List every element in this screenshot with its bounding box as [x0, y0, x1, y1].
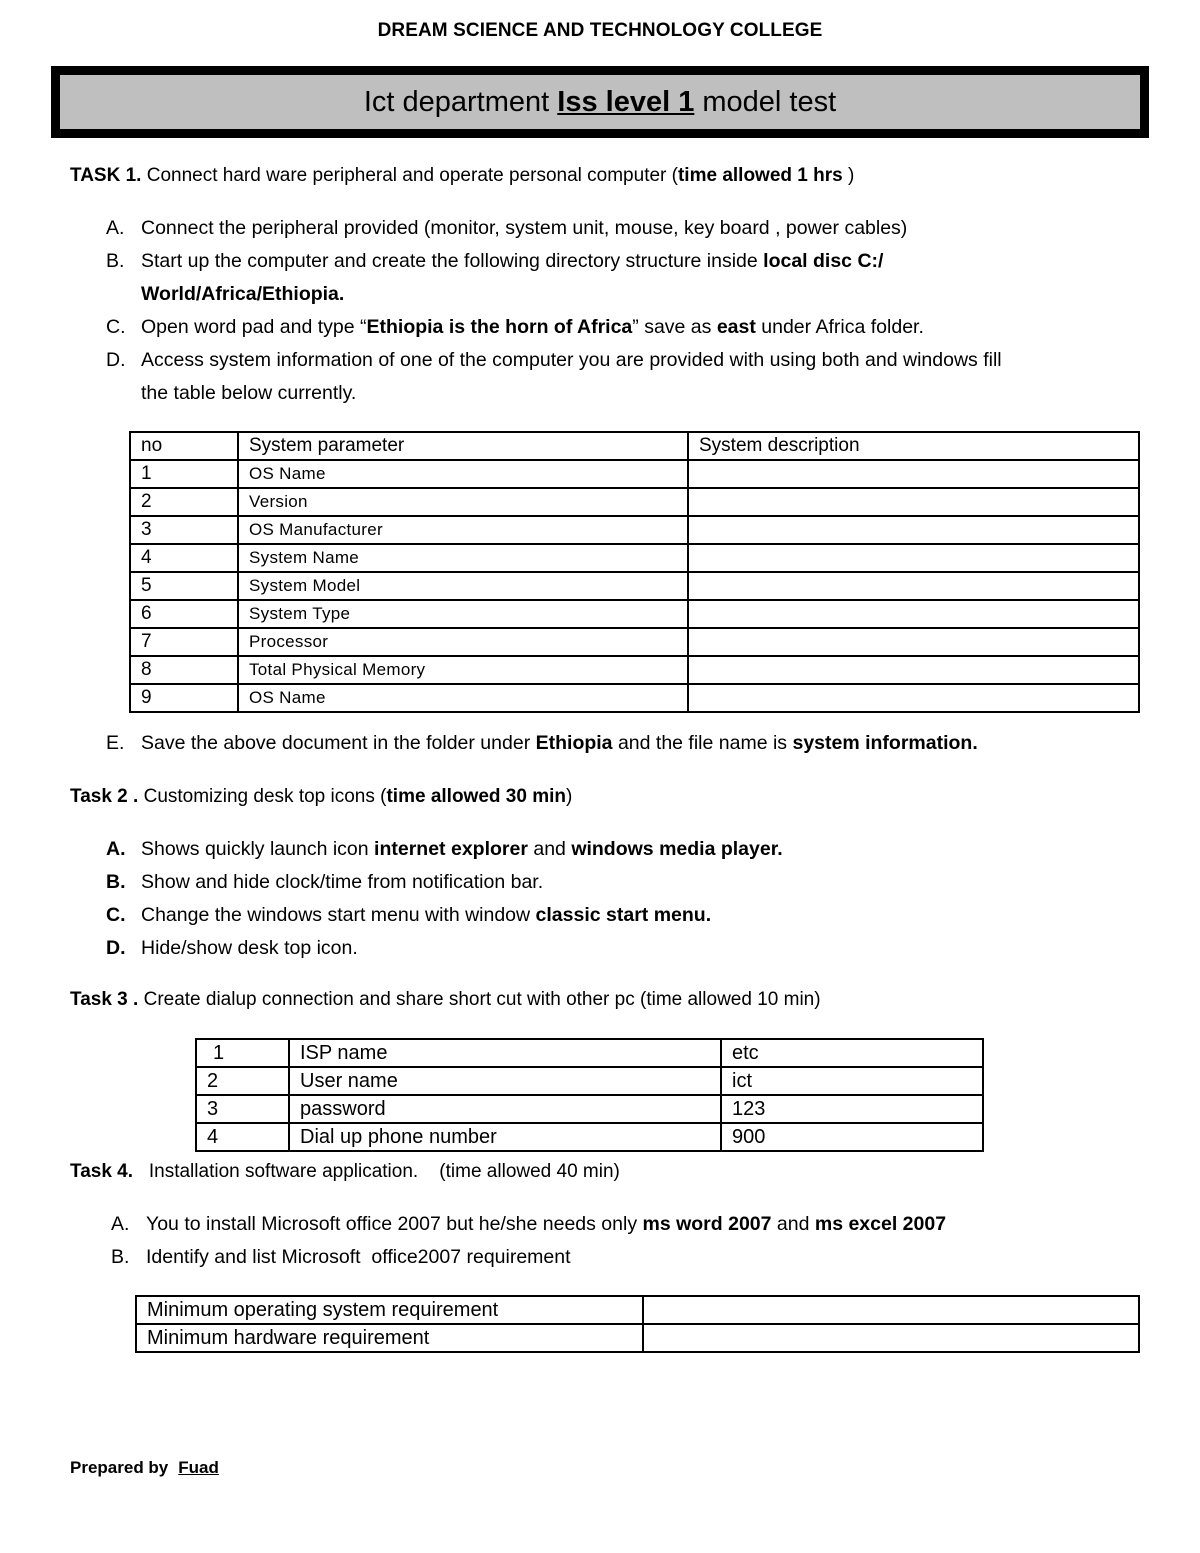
task1-heading: TASK 1. Connect hard ware peripheral and operate personal computer (time allowed 1 hrs ): [70, 165, 855, 186]
table-row: 2 Version: [130, 488, 1139, 516]
table-row: 6 System Type: [130, 600, 1139, 628]
table-row: 1 OS Name: [130, 460, 1139, 488]
task2-item-d: D. Hide/show desk top icon.: [106, 937, 358, 959]
prepared-by: Prepared by Fuad: [70, 1458, 219, 1477]
table-row: 5 System Model: [130, 572, 1139, 600]
task4-item-a: A. You to install Microsoft office 2007 but he/she needs only ms word 2007 and ms excel 2007: [111, 1213, 947, 1235]
table-row: 2 User name ict: [196, 1067, 983, 1095]
requirements-table: [135, 1295, 1140, 1353]
header-system-parameter: System parameter: [238, 432, 688, 460]
header-system-description: System description: [688, 432, 1139, 460]
table-row: 3 OS Manufacturer: [130, 516, 1139, 544]
task2-item-a: A. Shows quickly launch icon internet explorer and windows media player.: [106, 838, 783, 860]
task1-item-b: B. Start up the computer and create the following directory structure inside local disc C:/ World/Africa/Ethiopia.: [106, 250, 884, 305]
table-row: Minimum hardware requirement: [136, 1324, 1139, 1352]
task1-item-a: A. Connect the peripheral provided (monitor, system unit, mouse, key board , power cables): [106, 217, 908, 239]
task4-item-b: B. Identify and list Microsoft office2007 requirement: [111, 1246, 571, 1268]
task2-item-c: C. Change the windows start menu with window classic start menu.: [106, 904, 712, 926]
table-row: Minimum operating system requirement: [136, 1296, 1139, 1324]
task2-heading: Task 2 . Customizing desk top icons (time allowed 30 min): [70, 786, 573, 807]
task4-heading: Task 4. Installation software application. (time allowed 40 min): [70, 1161, 620, 1182]
table-row: 3 password 123: [196, 1095, 983, 1123]
table-row: 4 System Name: [130, 544, 1139, 572]
task1-item-d: D. Access system information of one of the computer you are provided with using both and windows fill the table below currently.: [106, 349, 1002, 404]
table-row: 7 Processor: [130, 628, 1139, 656]
task3-heading: Task 3 . Create dialup connection and share short cut with other pc (time allowed 10 min): [70, 989, 821, 1010]
table-row: 9 OS Name: [130, 684, 1139, 712]
college-name: DREAM SCIENCE AND TECHNOLOGY COLLEGE: [377, 20, 823, 41]
table-header-row: [130, 432, 1139, 460]
dialup-table: [195, 1038, 984, 1152]
table-row: 4 Dial up phone number 900: [196, 1123, 983, 1151]
task1-item-c: C. Open word pad and type “Ethiopia is the horn of Africa” save as east under Africa folder.: [106, 316, 924, 338]
level-title: Iss level 1: [557, 86, 695, 118]
task2-item-b: B. Show and hide clock/time from notification bar.: [106, 871, 544, 893]
header-no: no: [130, 432, 238, 460]
system-info-table: [129, 431, 1140, 713]
author-name: Fuad: [178, 1458, 219, 1477]
task1-item-e: E. Save the above document in the folder under Ethiopia and the file name is system information.: [106, 732, 978, 754]
title-banner-text: Ict department Iss level 1 model test: [60, 75, 1140, 129]
table-row: 8 Total Physical Memory: [130, 656, 1139, 684]
table-row: 1 ISP name etc: [196, 1039, 983, 1067]
title-banner: [51, 66, 1149, 138]
